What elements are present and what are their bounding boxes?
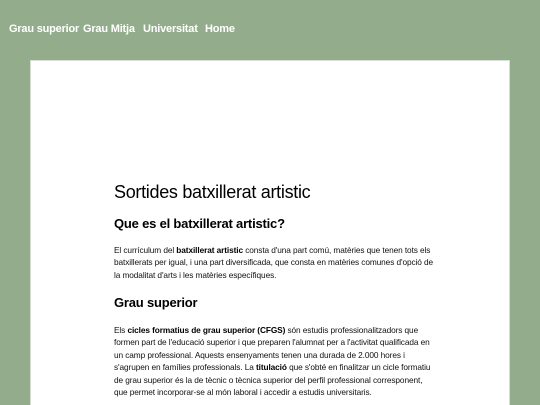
top-navigation	[0, 0, 540, 60]
paragraph-text: Els	[114, 325, 128, 335]
paragraph-text: són estudis professionalitzadors que formen part de l'educació superior i que preparen l'alumnat per a l'activitat qualificada en un camp professional. Aquests ensenyaments tenen una durada de 2.000 hores i s'agrupen en famílies professionals. La	[114, 325, 430, 373]
nav-link-universitat[interactable]: Universitat	[143, 23, 198, 35]
content-card	[30, 60, 510, 405]
bold-term: titulació	[255, 362, 287, 373]
section-heading-grau-superior: Grau superior	[114, 295, 198, 310]
bold-term: batxillerat artistic	[176, 245, 244, 255]
paragraph-text: El currículum del	[114, 245, 177, 255]
section-paragraph-batxillerat	[114, 244, 434, 281]
paragraph-text: consta d'una part comú, matèries que tenen tots els batxillerats per igual, i una part diversificada, que consta en matèries comunes d'opció de la modalitat d'arts i les matèries específiques.	[114, 245, 434, 280]
nav-link-grau-mitja[interactable]: Grau Mitja	[83, 23, 135, 35]
section-paragraph-grau-superior	[114, 324, 434, 398]
bold-term: cicles formatius de grau superior (CFGS)	[127, 325, 286, 335]
paragraph-text: que s'obté en finalitzar un cicle formatiu de grau superior és la de tècnic o tècnica superior del perfil professional corresponent, que permet incorporar-se al món laboral i accedir a estudis universitaris.	[114, 362, 431, 398]
page-title: Sortides batxillerat artistic	[114, 182, 311, 202]
nav-link-grau-superior[interactable]: Grau superior	[9, 23, 80, 35]
nav-link-home[interactable]: Home	[205, 23, 235, 35]
section-heading-batxillerat: Que es el batxillerat artistic?	[114, 216, 285, 231]
